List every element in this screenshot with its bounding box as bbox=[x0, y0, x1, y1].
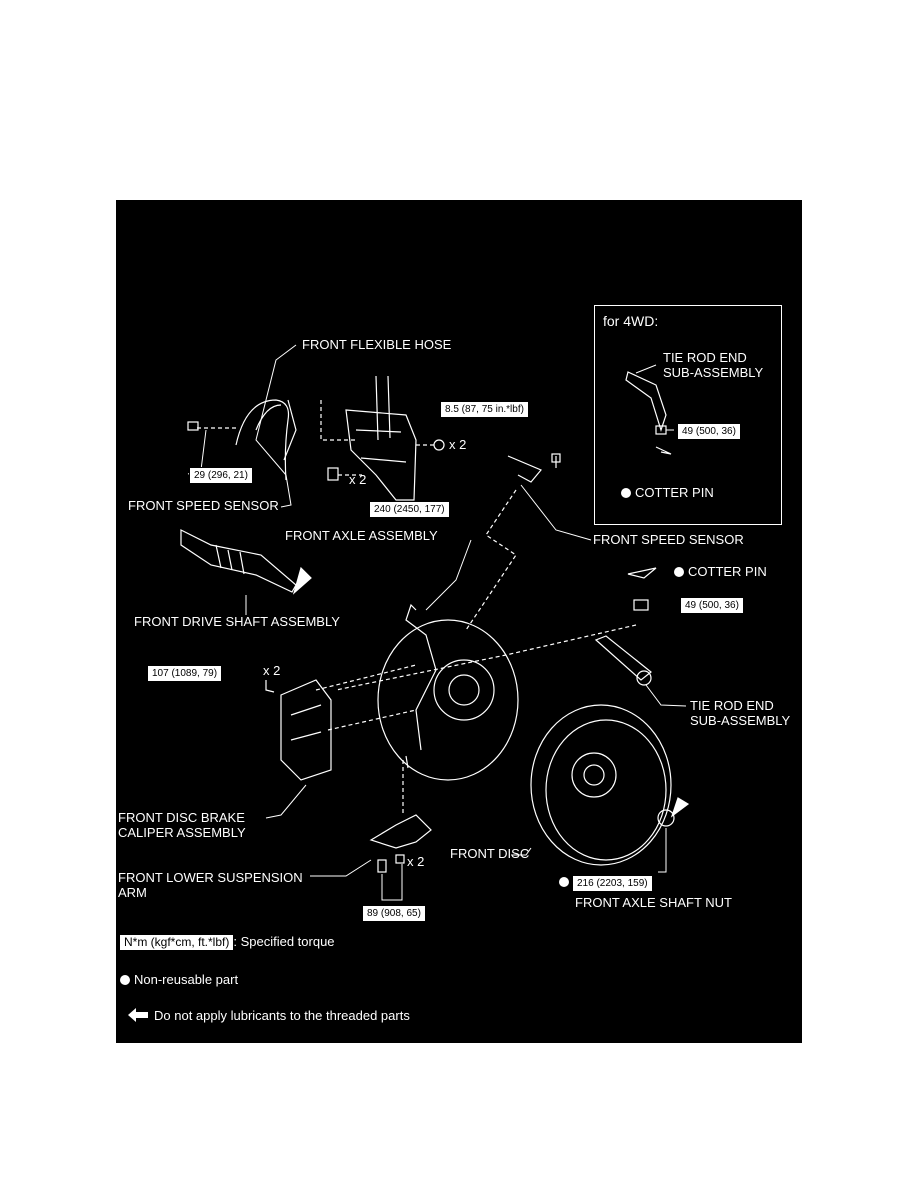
4wd-inset bbox=[594, 305, 782, 525]
legend-torque-unit: N*m (kgf*cm, ft.*lbf) bbox=[120, 935, 233, 950]
legend-nonreusable: Non-reusable part bbox=[120, 972, 238, 987]
caliper-bolt-torque: 107 (1089, 79) bbox=[148, 666, 221, 681]
inset-tie-rod-label: TIE ROD END SUB-ASSEMBLY bbox=[663, 350, 764, 380]
cotter-pin-label: COTTER PIN bbox=[674, 564, 767, 579]
sensor-bolt-torque: 8.5 (87, 75 in.*lbf) bbox=[441, 402, 528, 417]
front-axle-assembly-label: FRONT AXLE ASSEMBLY bbox=[285, 528, 438, 543]
axle-nut-torque: 216 (2203, 159) bbox=[573, 876, 652, 891]
x2-caliper-bolt: x 2 bbox=[263, 663, 281, 678]
lower-suspension-arm-label: FRONT LOWER SUSPENSION ARM bbox=[118, 870, 303, 900]
tie-rod-end-label: TIE ROD END SUB-ASSEMBLY bbox=[690, 698, 791, 728]
front-disc-label: FRONT DISC bbox=[450, 846, 530, 861]
legend-torque bbox=[120, 934, 335, 950]
x2-lower-arm-nut: x 2 bbox=[407, 854, 425, 869]
knuckle-bolt-torque: 240 (2450, 177) bbox=[370, 502, 449, 517]
front-drive-shaft-label: FRONT DRIVE SHAFT ASSEMBLY bbox=[134, 614, 340, 629]
lower-arm-bolt-torque: 89 (908, 65) bbox=[363, 906, 425, 921]
inset-title: for 4WD: bbox=[603, 313, 659, 329]
hose-bolt-torque: 29 (296, 21) bbox=[190, 468, 252, 483]
non-reusable-icon bbox=[621, 488, 631, 498]
non-reusable-icon bbox=[559, 877, 569, 887]
axle-shaft-nut-label: FRONT AXLE SHAFT NUT bbox=[575, 895, 732, 910]
inset-nut-torque: 49 (500, 36) bbox=[678, 424, 740, 439]
front-speed-sensor-right-label: FRONT SPEED SENSOR bbox=[593, 532, 744, 547]
non-reusable-icon bbox=[120, 975, 130, 985]
x2-knuckle-bolt: x 2 bbox=[349, 472, 367, 487]
caliper-assembly-label: FRONT DISC BRAKE CALIPER ASSEMBLY bbox=[118, 810, 246, 840]
axle-nut-torque-row bbox=[559, 874, 652, 891]
legend-torque-text: : Specified torque bbox=[233, 934, 335, 949]
front-speed-sensor-left-label: FRONT SPEED SENSOR bbox=[128, 498, 279, 513]
inset-cotter-pin-label: COTTER PIN bbox=[621, 485, 714, 500]
x2-knuckle-nut: x 2 bbox=[449, 437, 467, 452]
front-flexible-hose-label: FRONT FLEXIBLE HOSE bbox=[302, 337, 452, 352]
tie-rod-nut-torque: 49 (500, 36) bbox=[681, 598, 743, 613]
diagram-panel bbox=[116, 200, 802, 1043]
legend-no-lubricant: Do not apply lubricants to the threaded parts bbox=[154, 1008, 410, 1023]
non-reusable-icon bbox=[674, 567, 684, 577]
